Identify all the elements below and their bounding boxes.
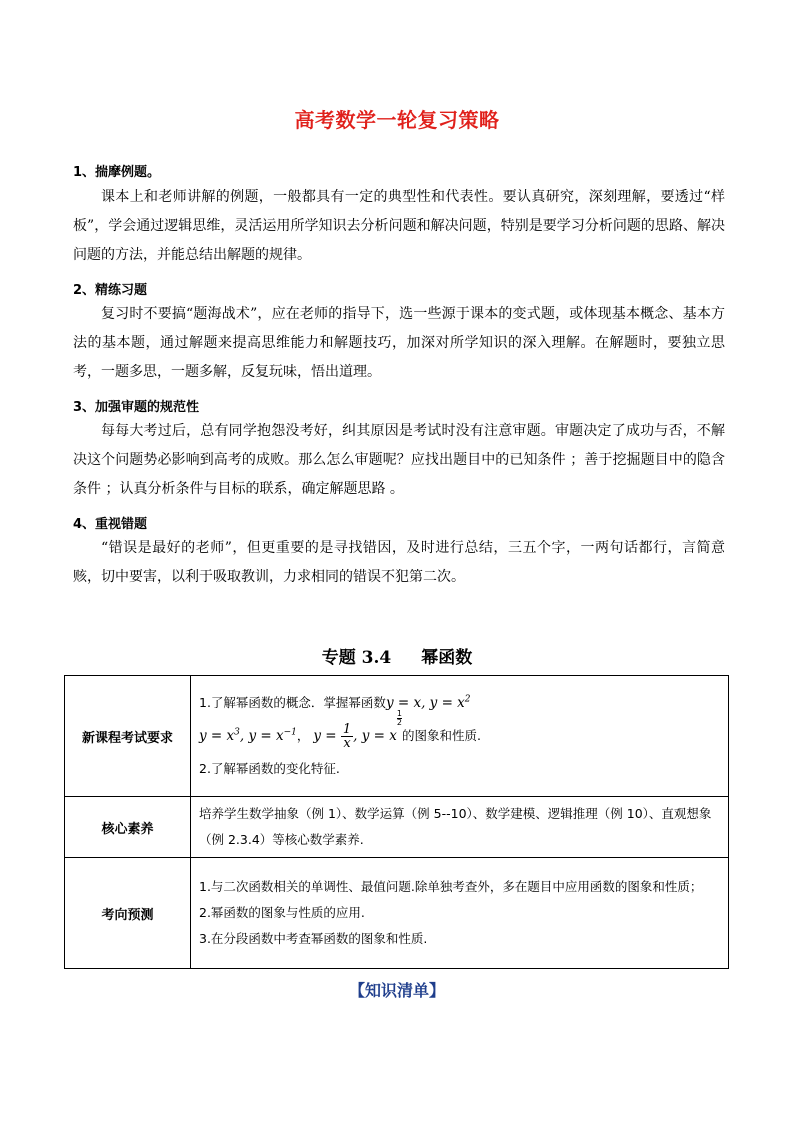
page-title: 高考数学一轮复习策略 [294, 108, 500, 132]
table-row [65, 797, 729, 858]
section-heading-4: 4、重视错题 [73, 517, 148, 532]
forecast-line-3: 3.在分段函数中考查幂函数的图象和性质. [199, 931, 428, 946]
section-heading-3: 3、加强审题的规范性 [73, 400, 200, 415]
row-content-exam-forecast [191, 858, 729, 969]
row-label-exam-forecast: 考向预测 [65, 858, 191, 969]
table-row [65, 858, 729, 969]
topic-name: 幂函数 [421, 648, 473, 668]
requirement-line-1: 1.了解幂函数的概念．掌握幂函数y = x, $y = x^2$ [199, 694, 471, 711]
exponent-one-half: $\frac{1}{2}$ [396, 709, 402, 727]
topic-title [0, 643, 794, 668]
requirement-line-3: 2.了解幂函数的变化特征. [199, 761, 340, 776]
section-paragraph-1: 课本上和老师讲解的例题，一般都具有一定的典型性和代表性。要认真研究，深刻理解，要透过“样板”，学会通过逻辑思维，灵活运用所学知识去分析问题和解决问题，特别是要学习分析问题的思路、解决问题的方法，并能总结出解题的规律。 [73, 189, 725, 263]
topic-number: 专题 3.4 [321, 648, 392, 668]
requirements-table [64, 675, 729, 969]
row-content-requirements [191, 676, 729, 797]
section-paragraph-2: 复习时不要搞“题海战术”，应在老师的指导下，选一些源于课本的变式题，或体现基本概念、基本方法的基本题，通过解题来提高思维能力和解题技巧，加深对所学知识的深入理解。在解题时，要独立思考，一题多思，一题多解，反复玩味，悟出道理。 [73, 306, 725, 380]
table-row [65, 676, 729, 797]
forecast-line-1: 1.与二次函数相关的单调性、最值问题.除单独考查外，多在题目中应用函数的图象和性质； [199, 879, 703, 894]
section-paragraph-3: 每每大考过后，总有同学抱怨没考好，纠其原因是考试时没有注意审题。审题决定了成功与否，不解决这个问题势必影响到高考的成败。那么怎么审题呢？应找出题目中的已知条件 ；善于挖掘题目中的隐含条件 ；认真分析条件与目标的联系，确定解题思路 。 [73, 423, 725, 497]
fraction-1-over-x: $\frac{1}{x}$ [342, 722, 352, 751]
row-content-core-literacy: 培养学生数学抽象（例 1）、数学运算（例 5--10）、数学建模、逻辑推理（例 10）、直观想象（例 2.3.4）等核心数学素养. [191, 797, 729, 858]
forecast-line-2: 2.幂函数的图象与性质的应用. [199, 905, 365, 920]
row-label-requirements: 新课程考试要求 [65, 676, 191, 797]
formula-y-x3-y-xneg1: $y = x^3$, $y = x^{-1}$ [199, 727, 297, 744]
formula-y-x-y-x2: y = x, $y = x^2$ [385, 694, 471, 711]
knowledge-list-heading: 【知识清单】 [348, 981, 445, 1000]
section-heading-2: 2、精练习题 [73, 283, 148, 298]
row-label-core-literacy: 核心素养 [65, 797, 191, 858]
requirement-line-2: $y = x^3$, $y = x^{-1}$， y = $\frac{1}{x}$ , y = x $\frac{1}{2}$ 的图象和性质. [199, 709, 481, 751]
section-heading-1: 1、揣摩例题。 [73, 165, 161, 180]
section-paragraph-4: “错误是最好的老师”，但更重要的是寻找错因，及时进行总结，三五个字，一两句话都行，言简意赅，切中要害，以利于吸取教训，力求相同的错误不犯第二次。 [73, 540, 725, 585]
formula-y-sqrt-x: , y = x [353, 728, 397, 744]
formula-y-1-over-x: y = [313, 728, 341, 744]
